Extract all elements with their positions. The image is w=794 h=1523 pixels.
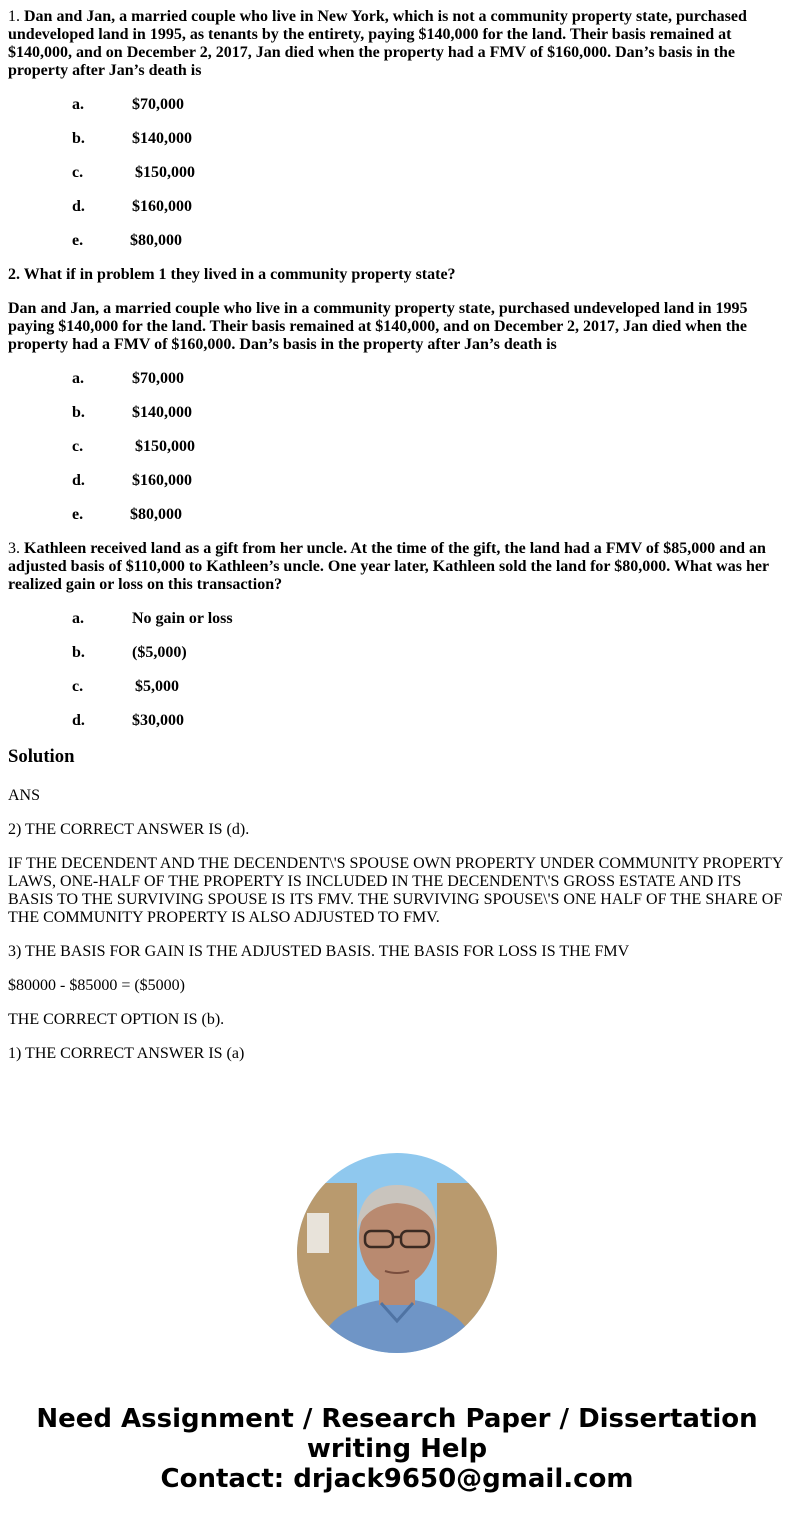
option-row — [72, 472, 786, 490]
option-letter: d. — [72, 472, 85, 489]
option-row — [72, 232, 786, 250]
promo-line-2: writing Help — [306, 1434, 488, 1464]
question-3-options — [72, 610, 786, 730]
solution-line: 1) THE CORRECT ANSWER IS (a) — [8, 1045, 245, 1062]
option-value: $160,000 — [132, 198, 192, 215]
question-3-body: Kathleen received land as a gift from her uncle. At the time of the gift, the land had a FMV of $85,000 and an adjusted basis of $110,000 to Kathleen’s uncle. One year later, Kathleen sold the land for $80,000. What was her realized gain or loss on this transaction? — [8, 540, 769, 593]
option-value: $30,000 — [132, 712, 184, 729]
option-value: $80,000 — [130, 506, 182, 523]
option-value: ($5,000) — [132, 644, 187, 661]
promo-banner — [0, 1404, 794, 1494]
option-value: $70,000 — [132, 370, 184, 387]
option-value: $150,000 — [135, 164, 195, 181]
option-letter: c. — [72, 164, 84, 181]
option-row — [72, 198, 786, 216]
question-1-text — [8, 8, 786, 80]
option-letter: b. — [72, 130, 85, 147]
option-value: $70,000 — [132, 96, 184, 113]
avatar-photo — [297, 1153, 497, 1353]
option-letter: e. — [72, 506, 84, 523]
option-row — [72, 438, 786, 456]
option-letter: c. — [72, 438, 84, 455]
avatar-wall-switch — [307, 1213, 329, 1253]
option-row — [72, 506, 786, 524]
question-2-options — [72, 370, 786, 524]
solution-body — [8, 787, 786, 1063]
option-row — [72, 610, 786, 628]
solution-line: IF THE DECENDENT AND THE DECENDENT\'S SPOUSE OWN PROPERTY UNDER COMMUNITY PROPERTY LAWS, ONE-HALF OF THE PROPERTY IS INCLUDED IN THE DECENDENT\'S GROSS ESTATE AND ITS BASIS TO THE SURVIVING SPOUSE IS ITS FMV. THE SURVIVING SPOUSE\'S ONE HALF OF THE SHARE OF THE COMMUNITY PROPERTY IS ALSO ADJUSTED TO FMV. — [8, 855, 783, 926]
solution-line: $80000 - $85000 = ($5000) — [8, 977, 186, 994]
option-row — [72, 164, 786, 182]
option-letter: b. — [72, 404, 85, 421]
option-row — [72, 96, 786, 114]
option-value: $5,000 — [135, 678, 179, 695]
option-letter: e. — [72, 232, 84, 249]
solution-line: ANS — [8, 787, 41, 804]
question-2-heading: 2. What if in problem 1 they lived in a community property state? — [8, 266, 456, 283]
avatar — [297, 1153, 497, 1353]
option-letter: a. — [72, 370, 84, 387]
solution-line: THE CORRECT OPTION IS (b). — [8, 1011, 225, 1028]
promo-line-1: Need Assignment / Research Paper / Dissertation — [36, 1404, 758, 1434]
option-row — [72, 712, 786, 730]
solution-line: 2) THE CORRECT ANSWER IS (d). — [8, 821, 250, 838]
option-value: $140,000 — [132, 130, 192, 147]
option-value: $140,000 — [132, 404, 192, 421]
option-row — [72, 678, 786, 696]
solution-line: 3) THE BASIS FOR GAIN IS THE ADJUSTED BASIS. THE BASIS FOR LOSS IS THE FMV — [8, 943, 630, 960]
question-3-text — [8, 540, 786, 594]
question-1-body: Dan and Jan, a married couple who live in New York, which is not a community property state, purchased undeveloped land in 1995, as tenants by the entirety, paying $140,000 for the land. Their basis remained at $140,000, and on December 2, 2017, Jan died when the property had a FMV of $160,000. Dan’s basis in the property after Jan’s death is — [8, 8, 747, 79]
option-row — [72, 404, 786, 422]
option-letter: a. — [72, 96, 84, 113]
question-3-number: 3. — [8, 540, 20, 557]
option-value: $80,000 — [130, 232, 182, 249]
question-1-options — [72, 96, 786, 250]
promo-contact: Contact: drjack9650@gmail.com — [160, 1464, 634, 1494]
question-2-text: Dan and Jan, a married couple who live in a community property state, purchased undeveloped land in 1995 paying $140,000 for the land. Their basis remained at $140,000, and on December 2, 2017, Jan died when the property had a FMV of $160,000. Dan’s basis in the property after Jan’s death is — [8, 300, 748, 353]
option-letter: b. — [72, 644, 85, 661]
option-value: No gain or loss — [132, 610, 233, 627]
option-value: $160,000 — [132, 472, 192, 489]
option-letter: c. — [72, 678, 84, 695]
option-row — [72, 370, 786, 388]
option-letter: d. — [72, 712, 85, 729]
option-letter: a. — [72, 610, 84, 627]
solution-heading: Solution — [8, 746, 75, 767]
option-row — [72, 130, 786, 148]
option-letter: d. — [72, 198, 85, 215]
question-1-number: 1. — [8, 8, 20, 25]
option-value: $150,000 — [135, 438, 195, 455]
option-row — [72, 644, 786, 662]
